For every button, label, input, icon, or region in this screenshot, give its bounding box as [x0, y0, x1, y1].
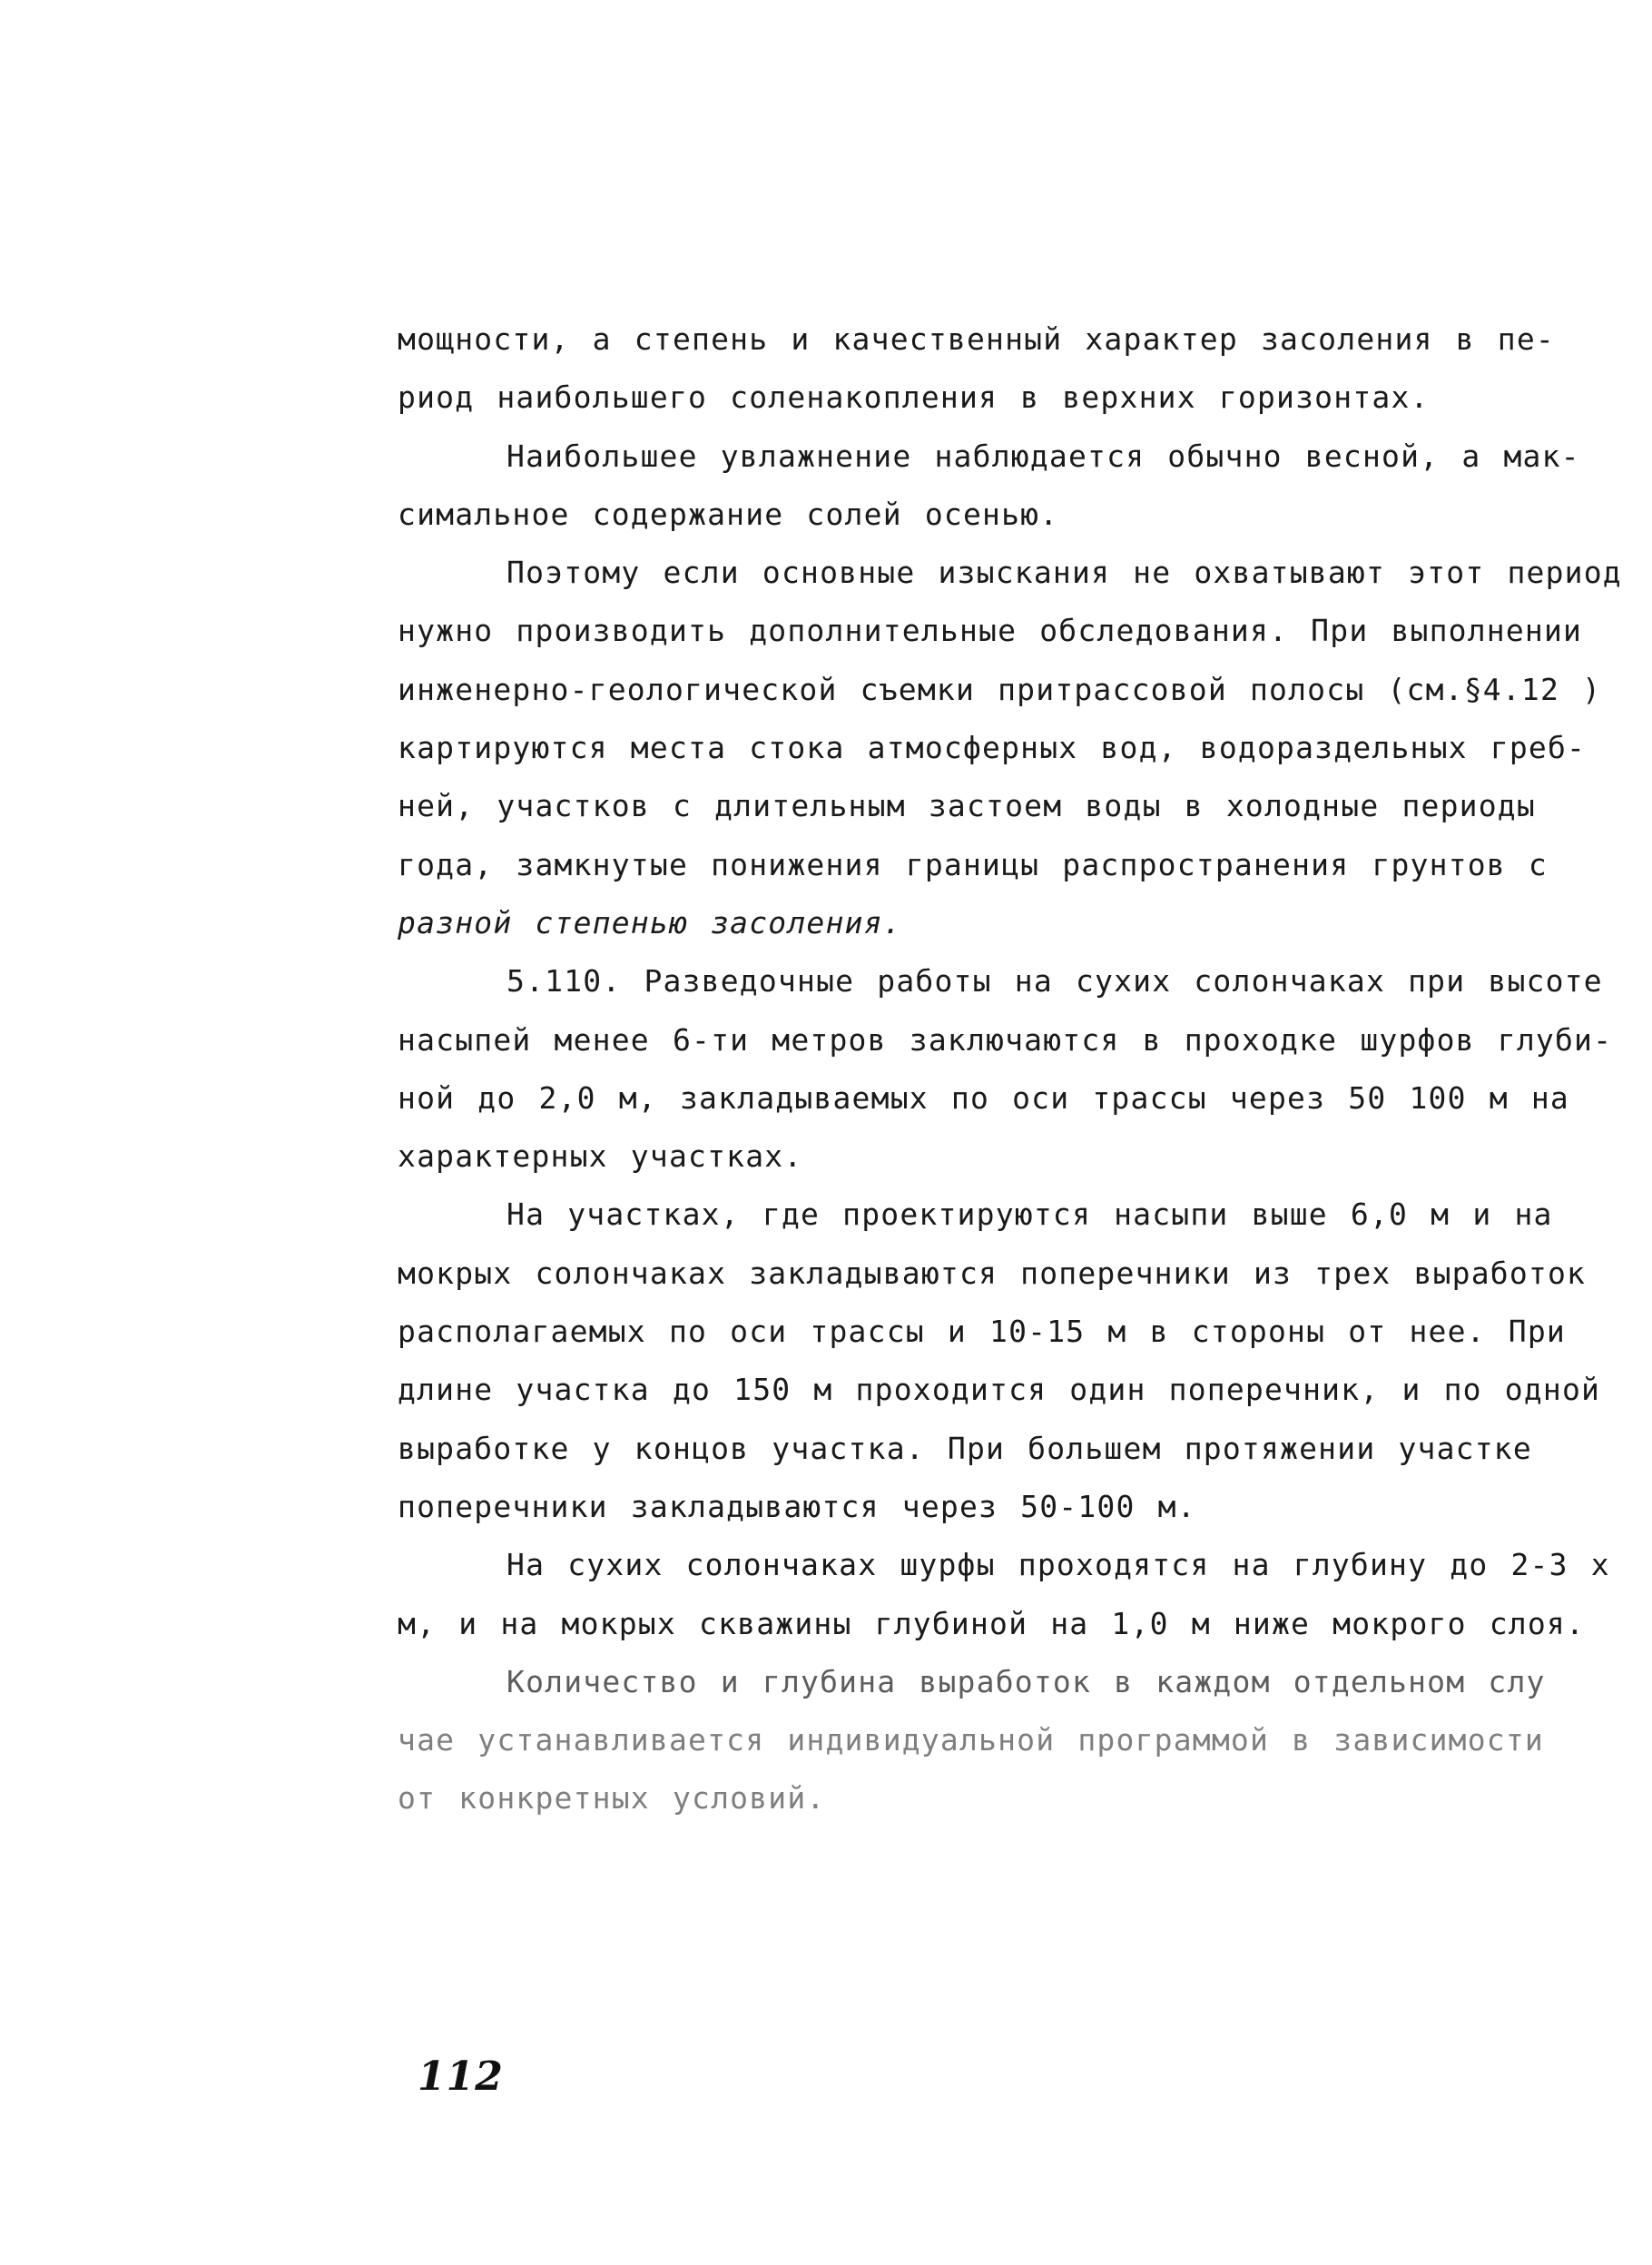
text-line: На участках, где проектируются насыпи выше 6,0 м и на	[506, 1197, 1553, 1233]
text-line: мощности, а степень и качественный характер засоления в пе-	[398, 321, 1555, 357]
text-line: На сухих солончаках шурфы проходятся на глубину до 2-3 х	[506, 1547, 1610, 1583]
text-line: ной до 2,0 м, закладываемых по оси трассы через 50 100 м на	[398, 1079, 1569, 1116]
text-line: года, замкнутые понижения границы распространения грунтов с	[398, 846, 1548, 882]
text-line: картируются места стока атмосферных вод, водораздельных греб-	[398, 730, 1587, 766]
text-line: 5.110. Разведочные работы на сухих солончаках при высоте	[506, 963, 1603, 1000]
text-line: длине участка до 150 м проходится один поперечник, и по одной	[398, 1372, 1601, 1408]
text-line: разной степенью засоления.	[398, 904, 902, 940]
text-line: располагаемых по оси трассы и 10-15 м в стороны от нее. При	[398, 1314, 1566, 1350]
text-line: от конкретных условий.	[398, 1780, 826, 1817]
text-line: Количество и глубина выработок в каждом отдельном слу	[506, 1663, 1546, 1699]
text-line: Поэтому если основные изыскания не охватывают этот период	[506, 555, 1622, 591]
text-line: инженерно-геологической съемки притрассовой полосы (см.§4.12 )	[398, 671, 1602, 707]
text-line: поперечники закладываются через 50-100 м.	[398, 1488, 1196, 1524]
body-text	[398, 310, 1622, 1828]
text-line: м, и на мокрых скважины глубиной на 1,0 м ниже мокрого слоя.	[398, 1605, 1586, 1641]
text-line: насыпей менее 6-ти метров заключаются в проходке шурфов глуби-	[398, 1021, 1613, 1058]
text-line: Наибольшее увлажнение наблюдается обычно весной, а мак-	[506, 438, 1580, 474]
page-number: 112	[418, 2053, 504, 2100]
text-line: мокрых солончаках закладываются поперечники из трех выработок	[398, 1255, 1587, 1291]
text-line: выработке у концов участка. При большем протяжении участке	[398, 1430, 1532, 1466]
text-line: характерных участках.	[398, 1138, 803, 1175]
text-line: чае устанавливается индивидуальной программой в зависимости	[398, 1722, 1544, 1758]
text-line: симальное содержание солей осенью.	[398, 496, 1059, 532]
text-line: ней, участков с длительным застоем воды в холодные периоды	[398, 788, 1536, 824]
text-line: риод наибольшего соленакопления в верхних горизонтах.	[398, 379, 1430, 416]
text-line: нужно производить дополнительные обследования. При выполнении	[398, 613, 1583, 649]
